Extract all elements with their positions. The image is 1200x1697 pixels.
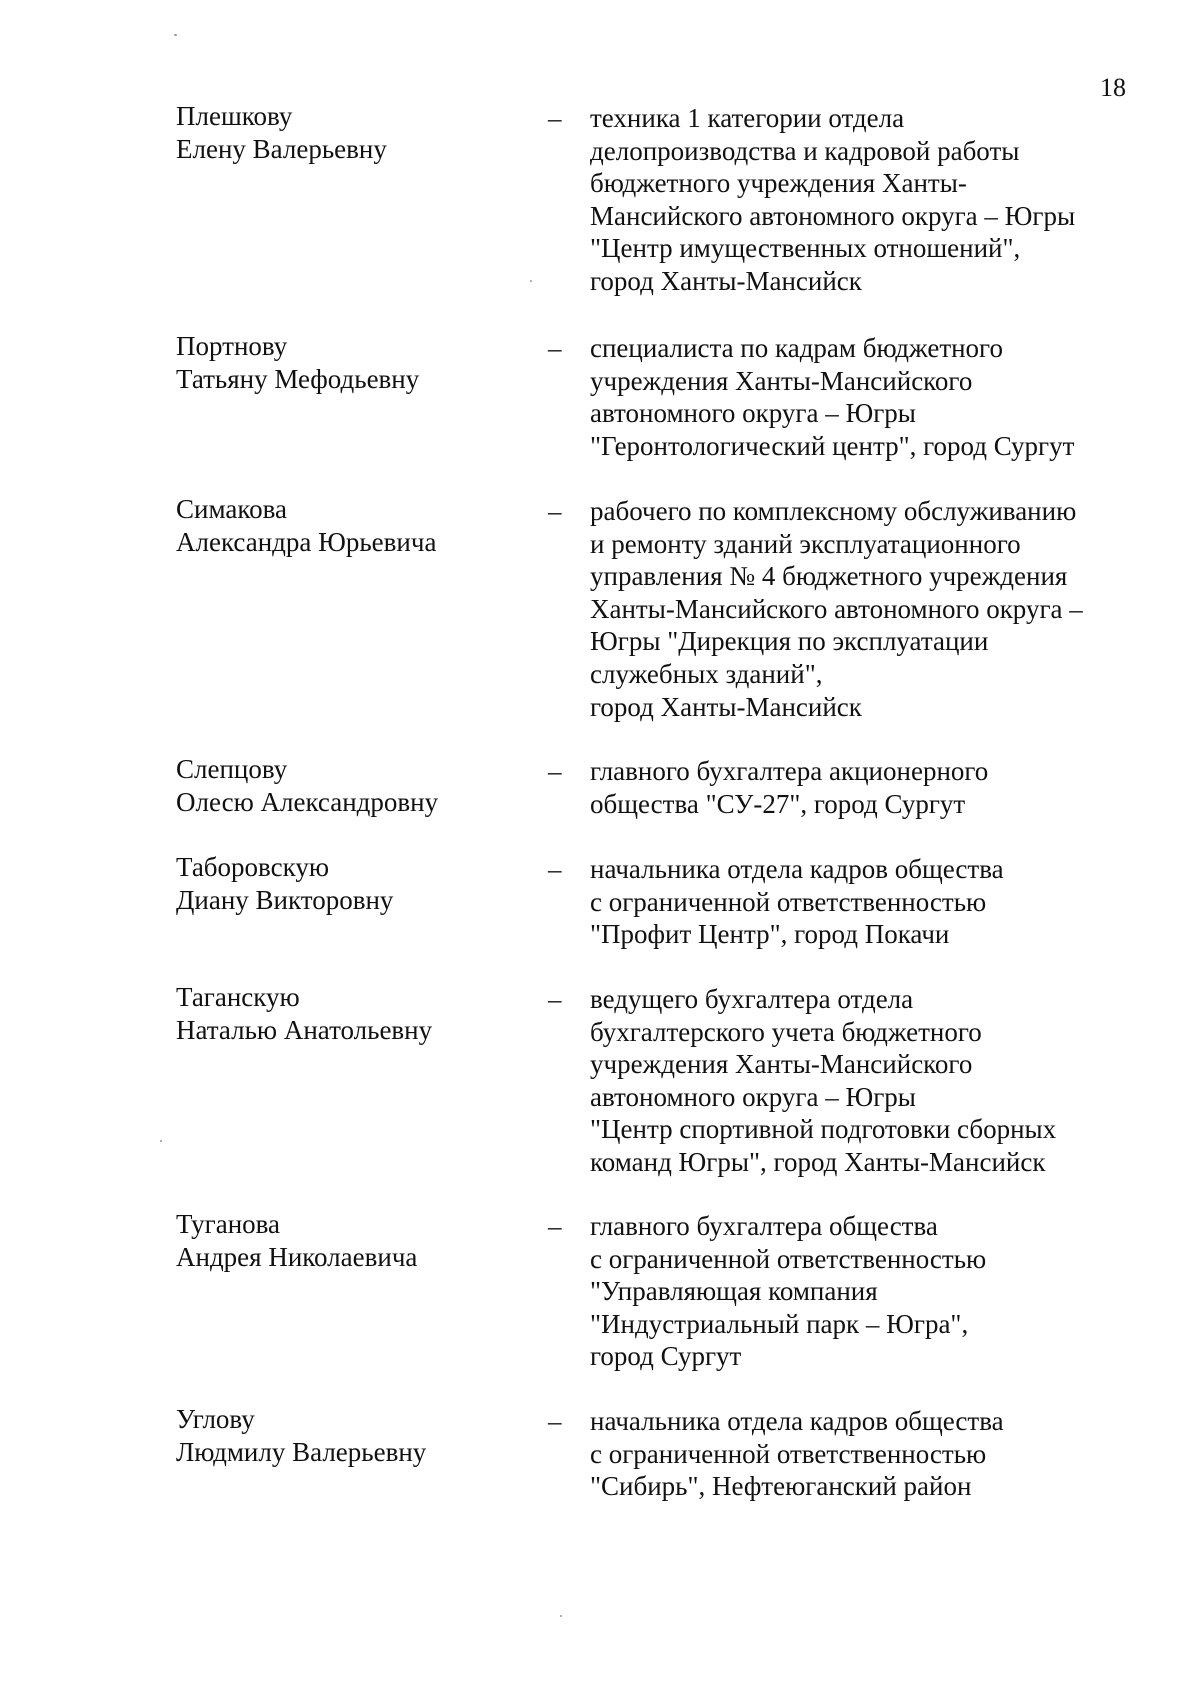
position-description: ведущего бухгалтера отдела бухгалтерского учета бюджетного учреждения Ханты-Мансийского автономного округа – Югры "Центр спортивной подготовки сборных команд Югры", город Ханты-Мансийск: [590, 984, 1057, 1177]
person-name: Таганскую Наталью Анатольевну: [176, 982, 433, 1045]
dash: –: [548, 756, 562, 786]
position-description: специалиста по кадрам бюджетного учреждения Ханты-Мансийского автономного округа – Югры "Геронтологический центр", город Сургут: [590, 333, 1075, 461]
position-description: главного бухгалтера общества с ограниченной ответственностью "Управляющая компания "Индустриальный парк – Югра", город Сургут: [590, 1211, 987, 1372]
dash: –: [548, 103, 562, 133]
scan-speck: [174, 34, 177, 36]
position-description: начальника отдела кадров общества с ограниченной ответственностью "Сибирь", Нефтеюганский район: [590, 1406, 1004, 1502]
person-name: Слепцову Олесю Александровну: [176, 754, 439, 817]
dash: –: [548, 1406, 562, 1436]
person-name: Симакова Александра Юрьевича: [176, 494, 437, 557]
dash: –: [548, 333, 562, 363]
scan-speck: [530, 280, 532, 282]
person-name: Таборовскую Диану Викторовну: [176, 852, 394, 915]
position-description: начальника отдела кадров общества с ограниченной ответственностью "Профит Центр", город Покачи: [590, 854, 1004, 950]
page-number: 18: [1100, 73, 1126, 102]
person-name: Портнову Татьяну Мефодьевну: [176, 331, 420, 394]
position-description: рабочего по комплексному обслуживанию и ремонту зданий эксплуатационного управления № 4 бюджетного учреждения Ханты-Мансийского автономного округа – Югры "Дирекция по эксплуатации служебных зданий", город Ханты-Мансийск: [590, 496, 1083, 722]
scan-speck: [160, 1140, 162, 1142]
dash: –: [548, 496, 562, 526]
person-name: Углову Людмилу Валерьевну: [176, 1404, 427, 1467]
dash: –: [548, 1211, 562, 1241]
position-description: главного бухгалтера акционерного общества "СУ-27", город Сургут: [590, 756, 989, 819]
dash: –: [548, 854, 562, 884]
dash: –: [548, 984, 562, 1014]
scan-speck: [560, 1615, 562, 1617]
position-description: техника 1 категории отдела делопроизводства и кадровой работы бюджетного учреждения Ханты- Мансийского автономного округа – Югры "Центр имущественных отношений", город Ханты-Мансийск: [590, 103, 1076, 296]
person-name: Туганова Андрея Николаевича: [176, 1209, 418, 1272]
person-name: Плешкову Елену Валерьевну: [176, 101, 387, 164]
